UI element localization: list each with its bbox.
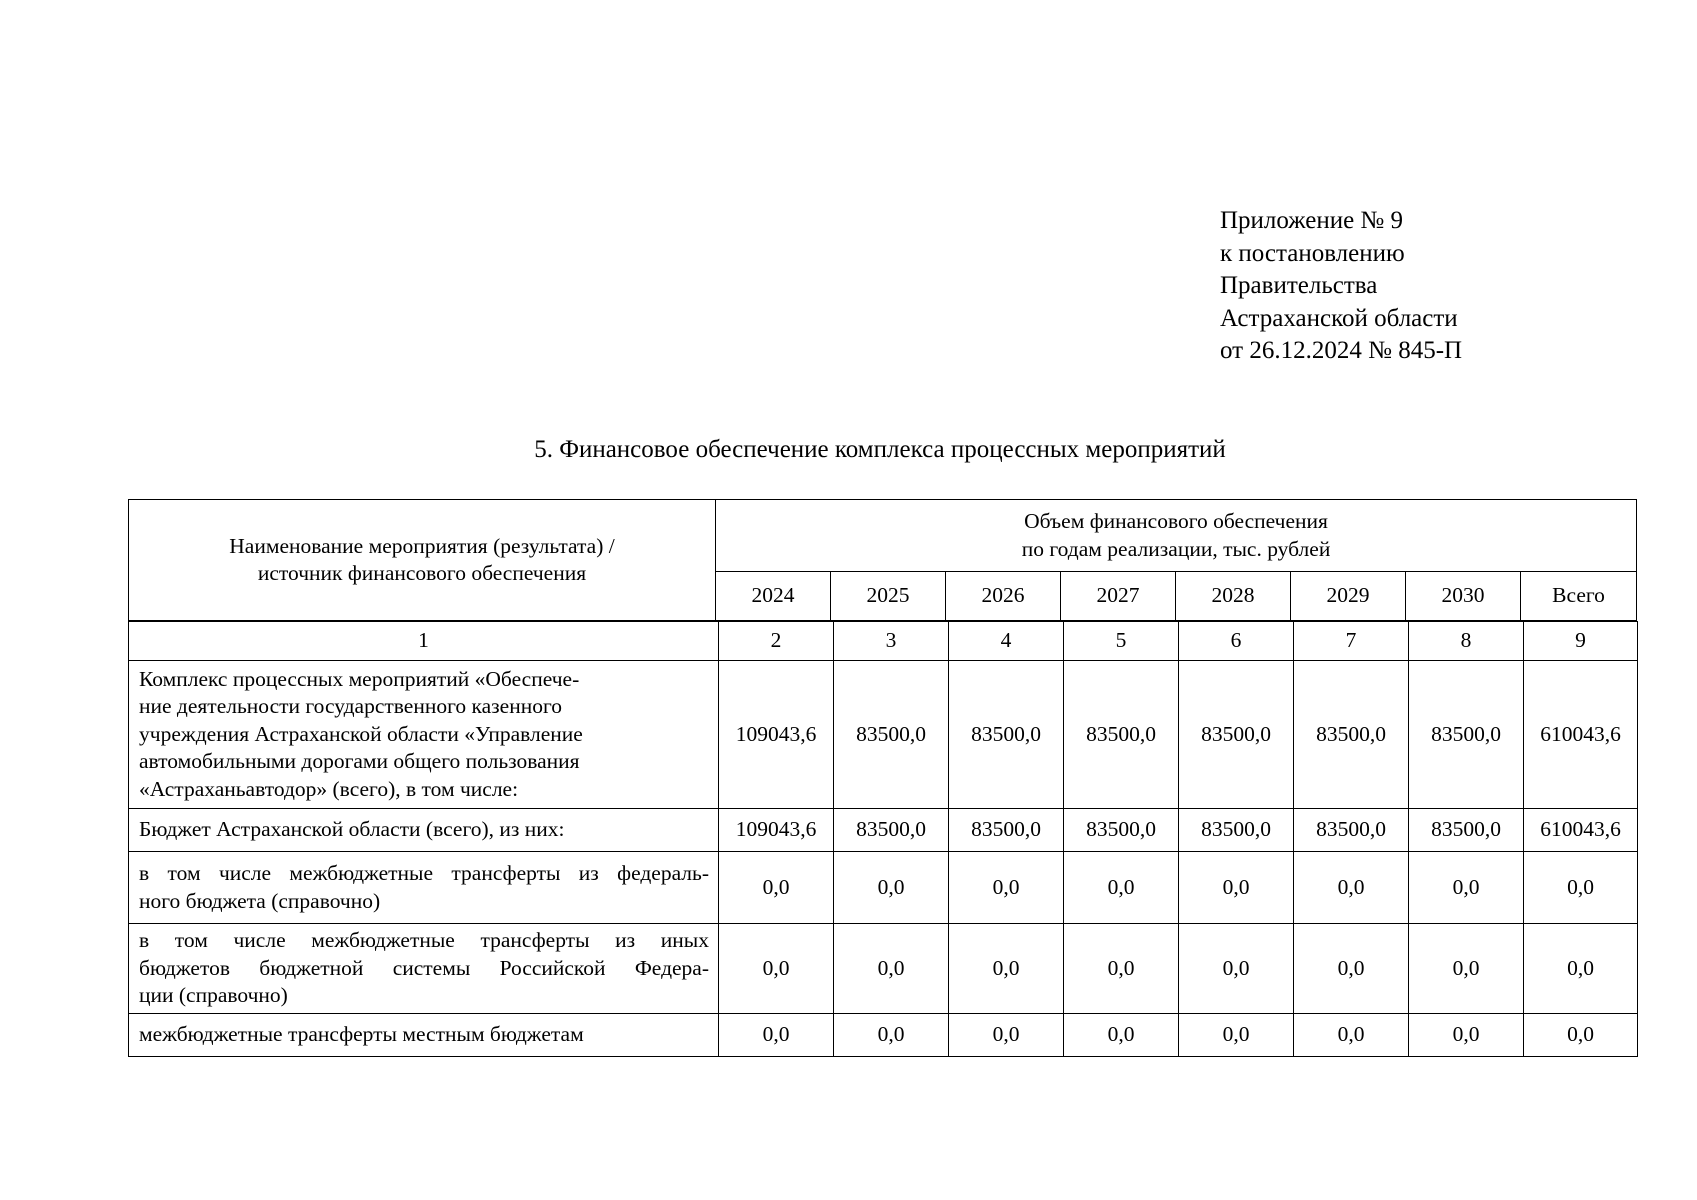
value-cell: 83500,0 [949, 661, 1064, 809]
total-cell: 0,0 [1524, 852, 1638, 924]
table-row [129, 1013, 1638, 1056]
value-cell: 0,0 [1409, 1013, 1524, 1056]
row-name-line: ции (справочно) [139, 983, 288, 1007]
row-name-cell [129, 852, 719, 924]
value-cell: 83500,0 [834, 661, 949, 809]
value-cell: 0,0 [834, 1013, 949, 1056]
row-name-line: учреждения Астраханской области «Управление [139, 721, 583, 746]
column-number: 6 [1179, 622, 1294, 661]
year-header: 2024 [716, 572, 831, 621]
value-cell: 83500,0 [1179, 661, 1294, 809]
total-header: Всего [1521, 572, 1637, 621]
column-number: 1 [129, 622, 719, 661]
value-cell: 0,0 [719, 924, 834, 1014]
column-number: 2 [719, 622, 834, 661]
year-header: 2025 [831, 572, 946, 621]
row-name-line: в том числе межбюджетные трансферты из иных [139, 928, 709, 952]
value-cell: 0,0 [1179, 852, 1294, 924]
appendix-line: от 26.12.2024 № 845-П [1220, 337, 1463, 364]
row-name-line: в том числе межбюджетные трансферты из федераль- [139, 861, 709, 885]
value-cell: 0,0 [1294, 852, 1409, 924]
value-cell: 0,0 [949, 1013, 1064, 1056]
data-table [128, 621, 1638, 1057]
appendix-block [1220, 205, 1462, 368]
row-name-line: ние деятельности государственного казенного [139, 694, 563, 719]
column-number: 5 [1064, 622, 1179, 661]
row-name-line: Бюджет Астраханской области (всего), из них: [139, 817, 565, 842]
total-cell: 610043,6 [1524, 661, 1638, 809]
total-cell: 610043,6 [1524, 809, 1638, 852]
row-name-line: ного бюджета (справочно) [139, 888, 381, 913]
year-header: 2026 [946, 572, 1061, 621]
value-cell: 0,0 [949, 852, 1064, 924]
value-cell: 83500,0 [1294, 809, 1409, 852]
table-row [129, 924, 1638, 1014]
name-column-header [129, 500, 716, 621]
name-column-header-line: Наименование мероприятия (результата) / [229, 533, 615, 558]
volume-header-line: Объем финансового обеспечения [1024, 509, 1328, 533]
value-cell: 109043,6 [719, 809, 834, 852]
row-name-line: Комплекс процессных мероприятий «Обеспече- [139, 666, 580, 691]
column-number: 3 [834, 622, 949, 661]
row-name-line: «Астраханьавтодор» (всего), в том числе: [139, 776, 519, 801]
year-header: 2030 [1406, 572, 1521, 621]
value-cell: 0,0 [1409, 924, 1524, 1014]
column-number: 8 [1409, 622, 1524, 661]
value-cell: 0,0 [719, 852, 834, 924]
table-row [129, 809, 1638, 852]
value-cell: 0,0 [719, 1013, 834, 1056]
value-cell: 83500,0 [1064, 661, 1179, 809]
value-cell: 0,0 [949, 924, 1064, 1014]
row-name-line: автомобильными дорогами общего пользования [139, 749, 580, 774]
value-cell: 83500,0 [1409, 809, 1524, 852]
value-cell: 83500,0 [1294, 661, 1409, 809]
value-cell: 0,0 [1294, 924, 1409, 1014]
row-name-line: бюджетов бюджетной системы Российской Федера- [139, 955, 709, 980]
volume-header [716, 500, 1637, 572]
value-cell: 83500,0 [949, 809, 1064, 852]
column-number: 7 [1294, 622, 1409, 661]
year-header: 2027 [1061, 572, 1176, 621]
table-row [129, 852, 1638, 924]
appendix-line: Астраханской области [1220, 304, 1458, 332]
value-cell: 83500,0 [1409, 661, 1524, 809]
value-cell: 0,0 [1064, 924, 1179, 1014]
value-cell: 83500,0 [1179, 809, 1294, 852]
year-header: 2028 [1176, 572, 1291, 621]
value-cell: 0,0 [834, 852, 949, 924]
value-cell: 0,0 [1179, 1013, 1294, 1056]
name-column-header-line: источник финансового обеспечения [257, 561, 587, 585]
value-cell: 0,0 [1064, 1013, 1179, 1056]
row-name-cell [129, 924, 719, 1014]
value-cell: 0,0 [1064, 852, 1179, 924]
value-cell: 0,0 [1179, 924, 1294, 1014]
row-name-line: межбюджетные трансферты местным бюджетам [139, 1021, 584, 1046]
value-cell: 0,0 [1409, 852, 1524, 924]
value-cell: 0,0 [834, 924, 949, 1014]
table-row [129, 661, 1638, 809]
column-number-row [129, 622, 1638, 661]
appendix-line: Приложение № 9 [1220, 207, 1404, 234]
total-cell: 0,0 [1524, 1013, 1638, 1056]
year-header: 2029 [1291, 572, 1406, 621]
volume-header-line: по годам реализации, тыс. рублей [1021, 536, 1331, 561]
appendix-line: Правительства [1220, 272, 1378, 299]
header-table [128, 499, 1637, 621]
value-cell: 83500,0 [1064, 809, 1179, 852]
value-cell: 109043,6 [719, 661, 834, 809]
section-title: 5. Финансовое обеспечение комплекса процессных мероприятий [534, 436, 1226, 463]
appendix-line: к постановлению [1220, 239, 1405, 267]
total-cell: 0,0 [1524, 924, 1638, 1014]
value-cell: 83500,0 [834, 809, 949, 852]
row-name-cell [129, 1013, 719, 1056]
value-cell: 0,0 [1294, 1013, 1409, 1056]
row-name-cell [129, 809, 719, 852]
column-number: 4 [949, 622, 1064, 661]
row-name-cell [129, 661, 719, 809]
column-number: 9 [1524, 622, 1638, 661]
